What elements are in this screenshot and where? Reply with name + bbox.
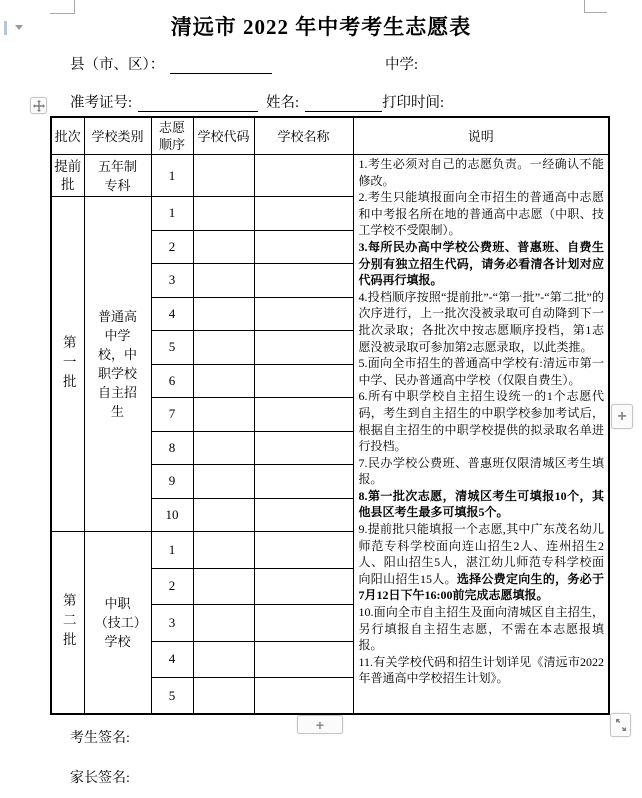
school-name-cell[interactable] bbox=[254, 465, 353, 499]
note-item: 3.每所民办高中学校公费班、普惠班、自费生分别有独立招生代码，请务必看清各计划对应代码再行填报。 bbox=[358, 239, 604, 288]
resize-arrows-icon bbox=[615, 718, 627, 732]
school-name-cell[interactable] bbox=[254, 398, 353, 432]
volunteer-table bbox=[50, 116, 610, 715]
order-number-cell: 2 bbox=[151, 568, 193, 605]
name-label: 姓名: bbox=[266, 95, 300, 111]
school-name-cell[interactable] bbox=[254, 364, 353, 398]
batch-cell: 提前批 bbox=[51, 155, 84, 197]
col-header-school-code: 学校代码 bbox=[193, 117, 254, 155]
col-header-batch: 批次 bbox=[51, 117, 84, 155]
school-code-cell[interactable] bbox=[193, 465, 254, 499]
order-number-cell: 5 bbox=[151, 678, 193, 715]
page-title: 清远市 2022 年中考考生志愿表 bbox=[170, 15, 472, 39]
student-signature-label: 考生签名: bbox=[70, 731, 130, 746]
note-item: 7.民办学校公费班、普惠班仅限清城区考生填报。 bbox=[358, 455, 604, 487]
school-name-cell[interactable] bbox=[254, 331, 353, 365]
school-code-cell[interactable] bbox=[193, 297, 254, 331]
print-time-label: 打印时间: bbox=[382, 95, 445, 111]
table-header-row bbox=[51, 117, 609, 155]
table-resize-handle-button[interactable] bbox=[610, 713, 631, 737]
table-row bbox=[51, 155, 609, 197]
school-name-cell[interactable] bbox=[254, 155, 353, 197]
table-move-handle-button[interactable] bbox=[30, 97, 47, 114]
note-item: 8.第一批次志愿，清城区考生可填报10个，其他县区考生最多可填报5个。 bbox=[358, 488, 604, 520]
name-blank-field[interactable] bbox=[305, 96, 382, 112]
school-name-cell[interactable] bbox=[254, 498, 353, 532]
school-code-cell[interactable] bbox=[193, 605, 254, 642]
col-header-school-name: 学校名称 bbox=[254, 117, 353, 155]
move-cross-icon bbox=[33, 100, 45, 112]
category-cell: 五年制专科 bbox=[84, 155, 151, 197]
note-item: 11.有关学校代码和招生计划详见《清远市2022年普通高中学校招生计划》。 bbox=[358, 654, 604, 686]
notes-cell bbox=[353, 155, 609, 715]
school-code-cell[interactable] bbox=[193, 155, 254, 197]
school-name-cell[interactable] bbox=[254, 264, 353, 298]
note-item: 9.提前批只能填报一个志愿,其中广东茂名幼儿师范专科学校面向连山招生2人、连州招生2人、阳山招生5人，湛江幼儿师范专科学校面向阳山招生15人。选择公费定向生的，务必于7月12日下午16:00前完成志愿填报。 bbox=[358, 522, 604, 603]
order-number-cell: 3 bbox=[151, 264, 193, 298]
school-name-cell[interactable] bbox=[254, 297, 353, 331]
exam-number-label: 准考证号: bbox=[70, 95, 133, 111]
order-number-cell: 7 bbox=[151, 398, 193, 432]
order-number-cell: 1 bbox=[151, 532, 193, 569]
school-name-cell[interactable] bbox=[254, 431, 353, 465]
middle-school-label: 中学: bbox=[385, 57, 419, 73]
order-number-cell: 5 bbox=[151, 331, 193, 365]
note-item: 4.投档顺序按照“提前批”-“第一批”-“第二批”的次序进行，上一批次没被录取可自动降到下一批次录取；各批次中按志愿顺序投档，第1志愿没被录取可参加第2志愿录取，以此类推。 bbox=[358, 289, 604, 354]
school-code-cell[interactable] bbox=[193, 264, 254, 298]
batch-cell: 第一批 bbox=[51, 197, 84, 532]
order-number-cell: 1 bbox=[151, 197, 193, 231]
school-code-cell[interactable] bbox=[193, 197, 254, 231]
category-cell: 普通高中学校，中职学校自主招生 bbox=[84, 197, 151, 532]
school-code-cell[interactable] bbox=[193, 498, 254, 532]
school-name-cell[interactable] bbox=[254, 532, 353, 569]
note-item: 2.考生只能填报面向全市招生的普通高中志愿和中考报名所在地的普通高中志愿（中职、技工学校不受限制）。 bbox=[358, 190, 604, 238]
add-row-button[interactable]: + bbox=[297, 715, 343, 734]
school-name-cell[interactable] bbox=[254, 568, 353, 605]
order-number-cell: 6 bbox=[151, 364, 193, 398]
order-number-cell: 3 bbox=[151, 605, 193, 642]
order-number-cell: 9 bbox=[151, 465, 193, 499]
col-header-school-category: 学校类别 bbox=[84, 117, 151, 155]
order-number-cell: 8 bbox=[151, 431, 193, 465]
school-name-cell[interactable] bbox=[254, 641, 353, 678]
school-code-cell[interactable] bbox=[193, 532, 254, 569]
school-code-cell[interactable] bbox=[193, 568, 254, 605]
school-code-cell[interactable] bbox=[193, 364, 254, 398]
school-name-cell[interactable] bbox=[254, 197, 353, 231]
school-name-cell[interactable] bbox=[254, 605, 353, 642]
exam-number-blank-field[interactable] bbox=[138, 96, 258, 112]
county-field-label: 县（市、区）： bbox=[70, 57, 165, 73]
school-code-cell[interactable] bbox=[193, 230, 254, 264]
school-code-cell[interactable] bbox=[193, 678, 254, 715]
order-number-cell: 4 bbox=[151, 297, 193, 331]
col-header-notes: 说明 bbox=[353, 117, 609, 155]
order-number-cell: 4 bbox=[151, 641, 193, 678]
school-name-cell[interactable] bbox=[254, 678, 353, 715]
order-number-cell: 10 bbox=[151, 498, 193, 532]
add-column-button[interactable]: + bbox=[611, 404, 633, 429]
exam-info-row bbox=[70, 91, 444, 112]
note-item: 6.所有中职学校自主招生设统一的1个志愿代码，考生到自主招生的中职学校参加考试后，根据自主招生的中职学校提供的拟录取名单进行投档。 bbox=[358, 389, 604, 454]
county-blank-field[interactable] bbox=[170, 58, 272, 74]
note-item: 10.面向全市自主招生及面向清城区自主招生，另行填报自主招生志愿，不需在本志愿报填报。 bbox=[358, 605, 604, 653]
note-item: 5.面向全市招生的普通高中学校有:清远市第一中学、民办普通高中学校（仅限自费生）。 bbox=[358, 356, 604, 387]
school-code-cell[interactable] bbox=[193, 641, 254, 678]
school-code-cell[interactable] bbox=[193, 398, 254, 432]
category-cell: 中职（技工）学校 bbox=[84, 532, 151, 715]
order-number-cell: 1 bbox=[151, 155, 193, 197]
col-header-order: 志愿顺序 bbox=[151, 117, 193, 155]
note-item: 1.考生必须对自己的志愿负责。一经确认不能修改。 bbox=[358, 157, 604, 188]
parent-signature-label: 家长签名: bbox=[70, 771, 130, 786]
county-field-row bbox=[70, 53, 272, 74]
school-code-cell[interactable] bbox=[193, 331, 254, 365]
order-number-cell: 2 bbox=[151, 230, 193, 264]
batch-cell: 第二批 bbox=[51, 532, 84, 715]
school-code-cell[interactable] bbox=[193, 431, 254, 465]
school-name-cell[interactable] bbox=[254, 230, 353, 264]
